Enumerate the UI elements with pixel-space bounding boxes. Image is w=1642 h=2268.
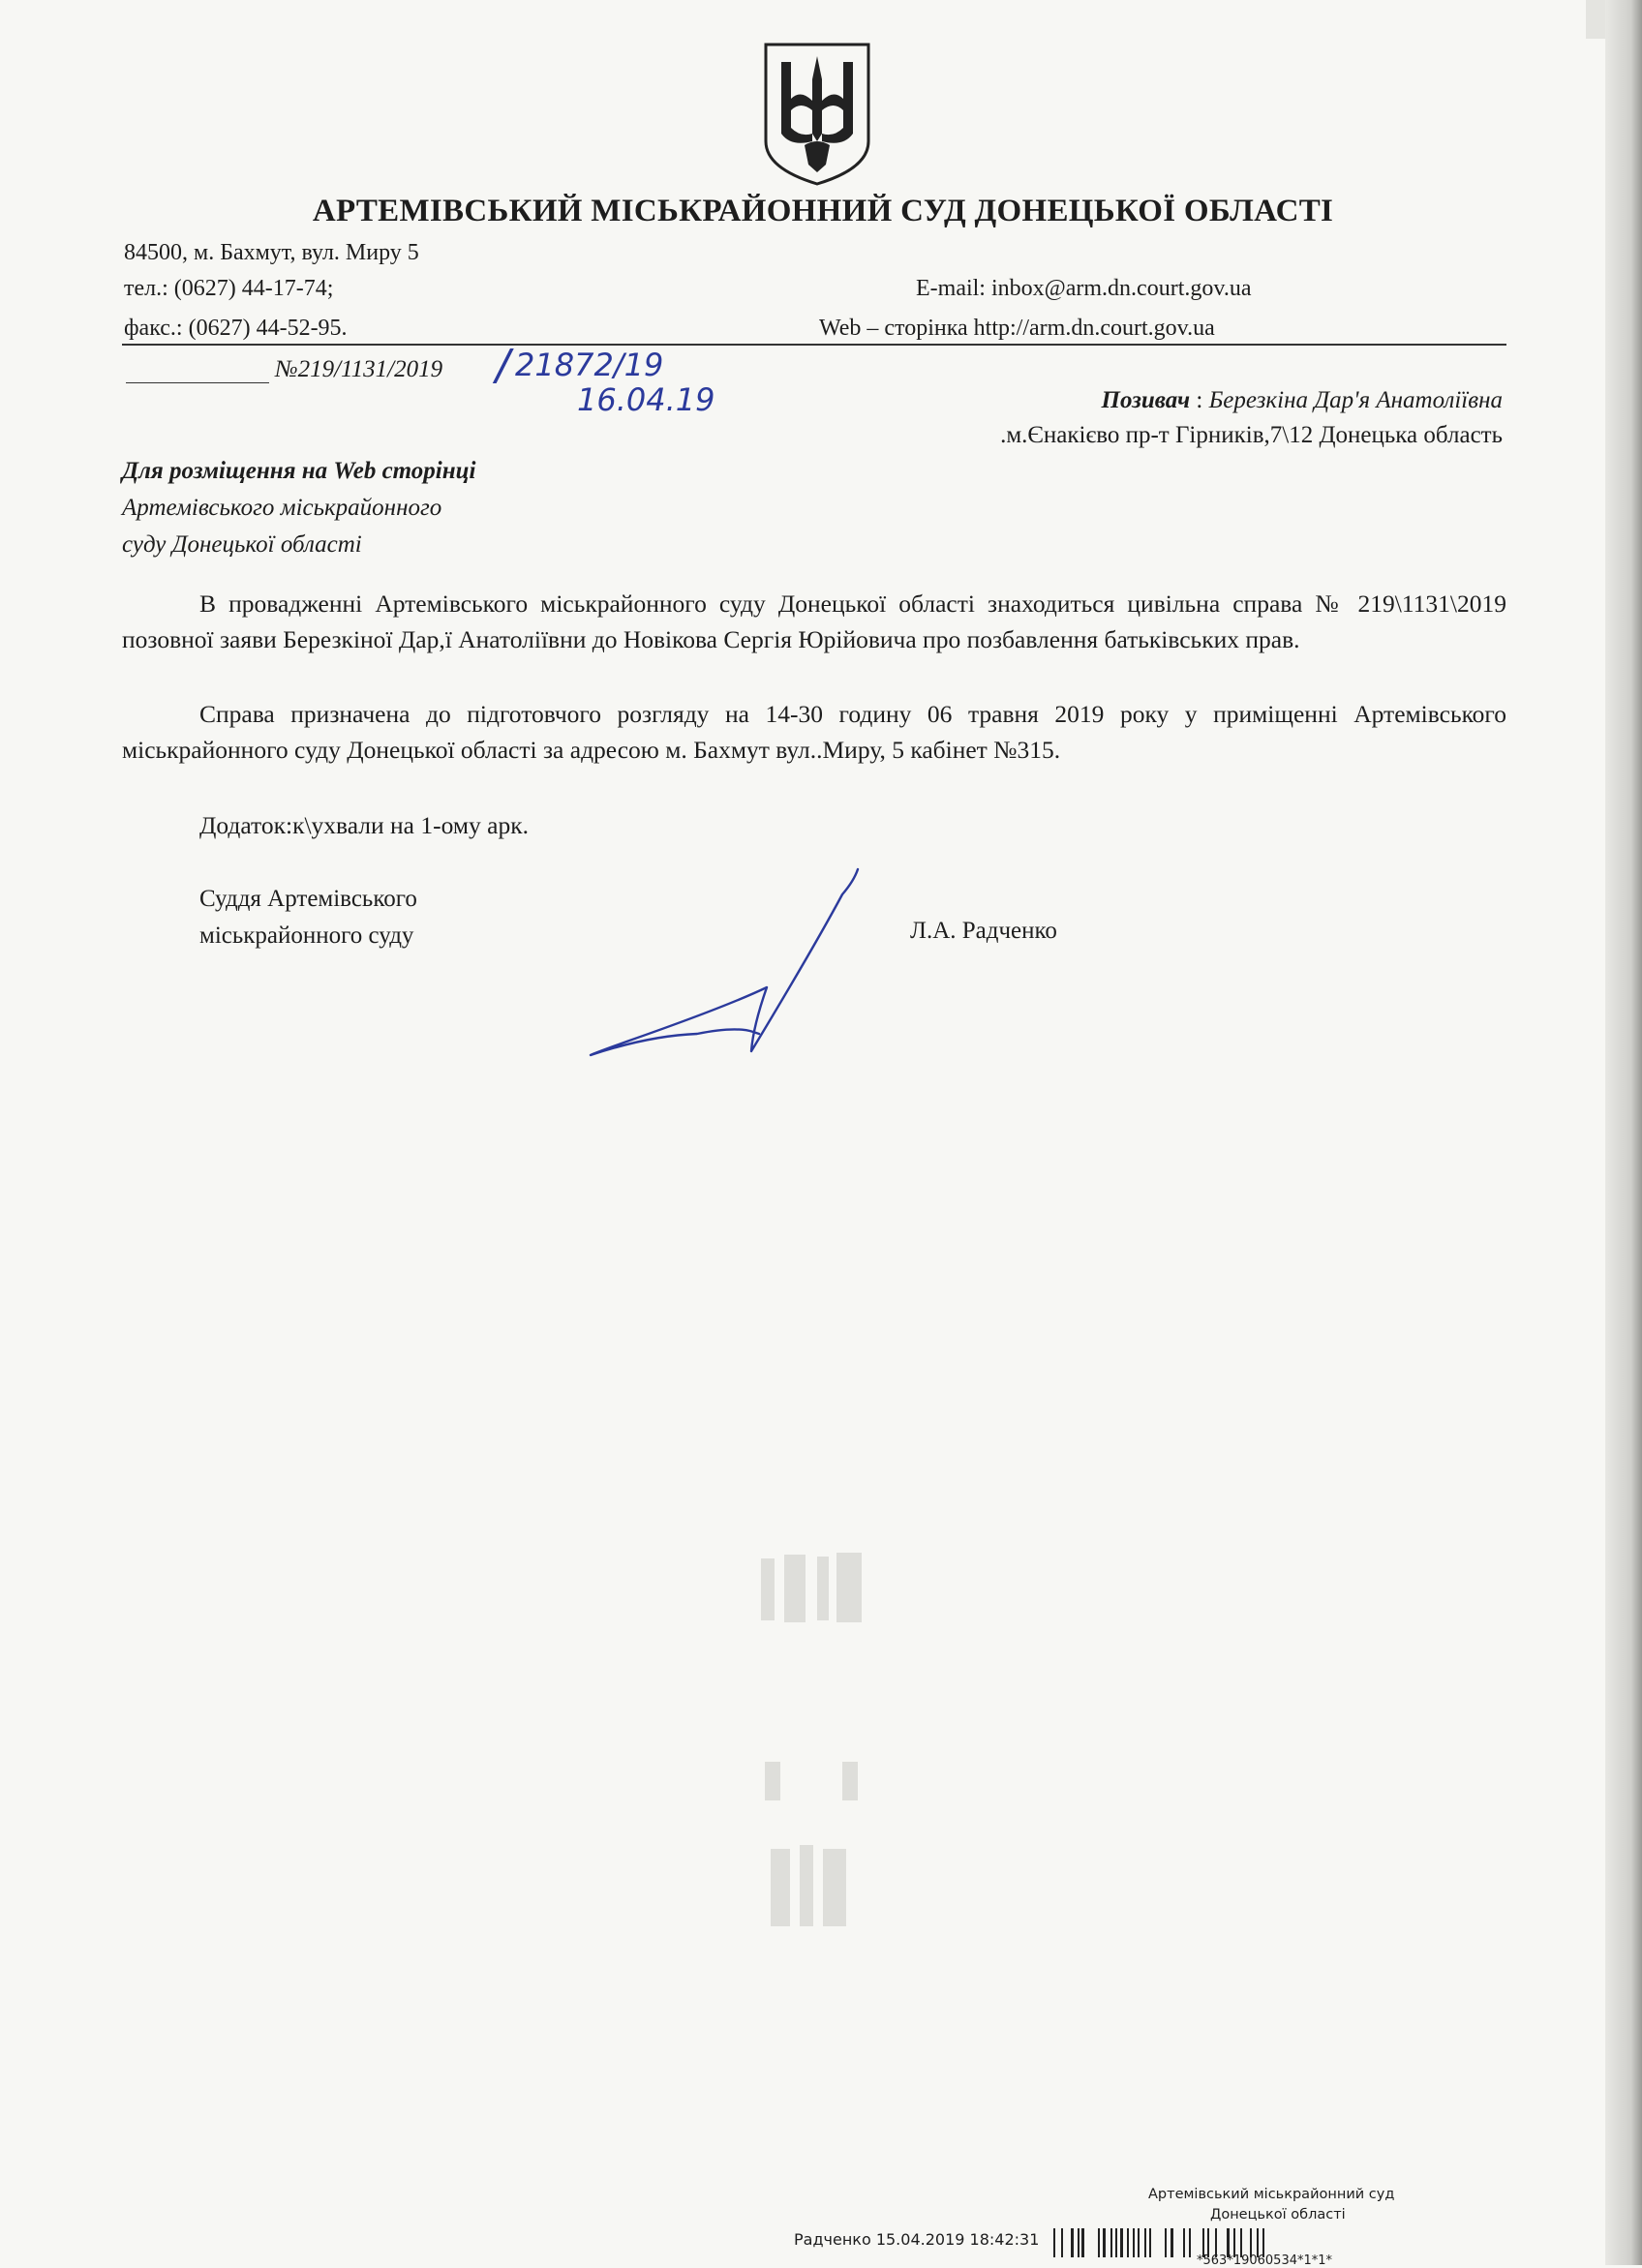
handwritten-signature (581, 862, 871, 1065)
scan-page-edge (1605, 0, 1642, 2265)
barcode-bar (1061, 2228, 1063, 2257)
plaintiff-label: Позивач (1101, 387, 1191, 413)
reference-blank (126, 361, 269, 383)
attachment-note: Додаток:к\ухвали на 1-ому арк. (199, 811, 529, 839)
header-divider (122, 344, 1506, 346)
reference-number: №219/1131/2019 (275, 356, 443, 382)
barcode-bar (1120, 2228, 1123, 2257)
barcode-bar (1189, 2228, 1191, 2257)
body-paragraph-1: В провадженні Артемівського міськрайонного суду Донецької області знаходиться цивільна справа № 219\1131\2019 позовної заяви Березкіної Дар,ї Анатоліївни до Новікова Сергія Юрійовича про позбавлення батьківських прав. (122, 590, 1506, 653)
court-name-heading: АРТЕМІВСЬКИЙ МІСЬКРАЙОННИЙ СУД ДОНЕЦЬКОЇ ОБЛАСТІ (312, 194, 1334, 228)
court-email: E-mail: inbox@arm.dn.court.gov.ua (916, 276, 1252, 301)
web-note-line3: суду Донецької області (122, 531, 362, 558)
barcode-bar (1071, 2228, 1074, 2257)
barcode-bar (1171, 2228, 1173, 2257)
scan-page-edge-top (1586, 0, 1605, 39)
barcode-bar (1110, 2228, 1112, 2257)
barcode-bar (1127, 2228, 1129, 2257)
barcode-bar (1115, 2228, 1117, 2257)
barcode-bar (1149, 2228, 1151, 2257)
web-note-line1: Для розміщення на Web сторінці (122, 458, 476, 484)
barcode-bar (1133, 2228, 1135, 2257)
body-paragraph-2: Справа призначена до підготовчого розгляду на 14-30 годину 06 травня 2019 року у приміщенні Артемівського міськрайонного суду Донецької області за адресою м. Бахмут вул..Миру, 5 кабінет №315. (122, 700, 1506, 764)
plaintiff-block: Позивач : Березкіна Дар'я Анатоліївна .м.Єнакієво пр-т Гірників,7\12 Донецька область (1000, 387, 1503, 448)
handwritten-number: 21872/19 (515, 347, 664, 383)
reference-line (126, 356, 442, 383)
judge-title-line1: Суддя Артемівського (199, 886, 417, 912)
court-address: 84500, м. Бахмут, вул. Миру 5 (124, 240, 419, 265)
plaintiff-address: .м.Єнакієво пр-т Гірників,7\12 Донецька область (1000, 422, 1503, 448)
court-fax: факс.: (0627) 44-52-95. (124, 316, 348, 341)
barcode-bar (1144, 2228, 1146, 2257)
stamp-org-line1: Артемівський міськрайонний суд (1148, 2187, 1395, 2202)
handwritten-slash: / (496, 341, 510, 390)
barcode-bar (1183, 2228, 1185, 2257)
faded-show-through-marks (736, 1529, 891, 1975)
handwritten-date: 16.04.19 (577, 381, 715, 418)
barcode-bar (1053, 2228, 1055, 2257)
judge-name: Л.А. Радченко (910, 918, 1057, 944)
plaintiff-name: Березкіна Дар'я Анатоліївна (1208, 387, 1503, 413)
barcode-text: *563*19060534*1*1* (1197, 2253, 1333, 2268)
web-publication-note (122, 453, 475, 563)
barcode-bar (1103, 2228, 1106, 2257)
web-note-line2: Артемівського міськрайонного (122, 495, 442, 521)
court-phone: тел.: (0627) 44-17-74; (124, 276, 334, 301)
barcode-bar (1081, 2228, 1084, 2257)
barcode-bar (1098, 2228, 1100, 2257)
stamp-meta: Радченко 15.04.2019 18:42:31 (794, 2230, 1040, 2249)
coat-of-arms-icon (762, 41, 872, 188)
judge-title-line2: міськрайонного суду (199, 922, 414, 949)
barcode-bar (1165, 2228, 1167, 2257)
stamp-org-line2: Донецької області (1210, 2207, 1346, 2223)
barcode-bar (1078, 2228, 1079, 2257)
court-web: Web – сторінка http://arm.dn.court.gov.ua (819, 316, 1215, 341)
judge-title (199, 881, 417, 954)
barcode-bar (1138, 2228, 1140, 2257)
